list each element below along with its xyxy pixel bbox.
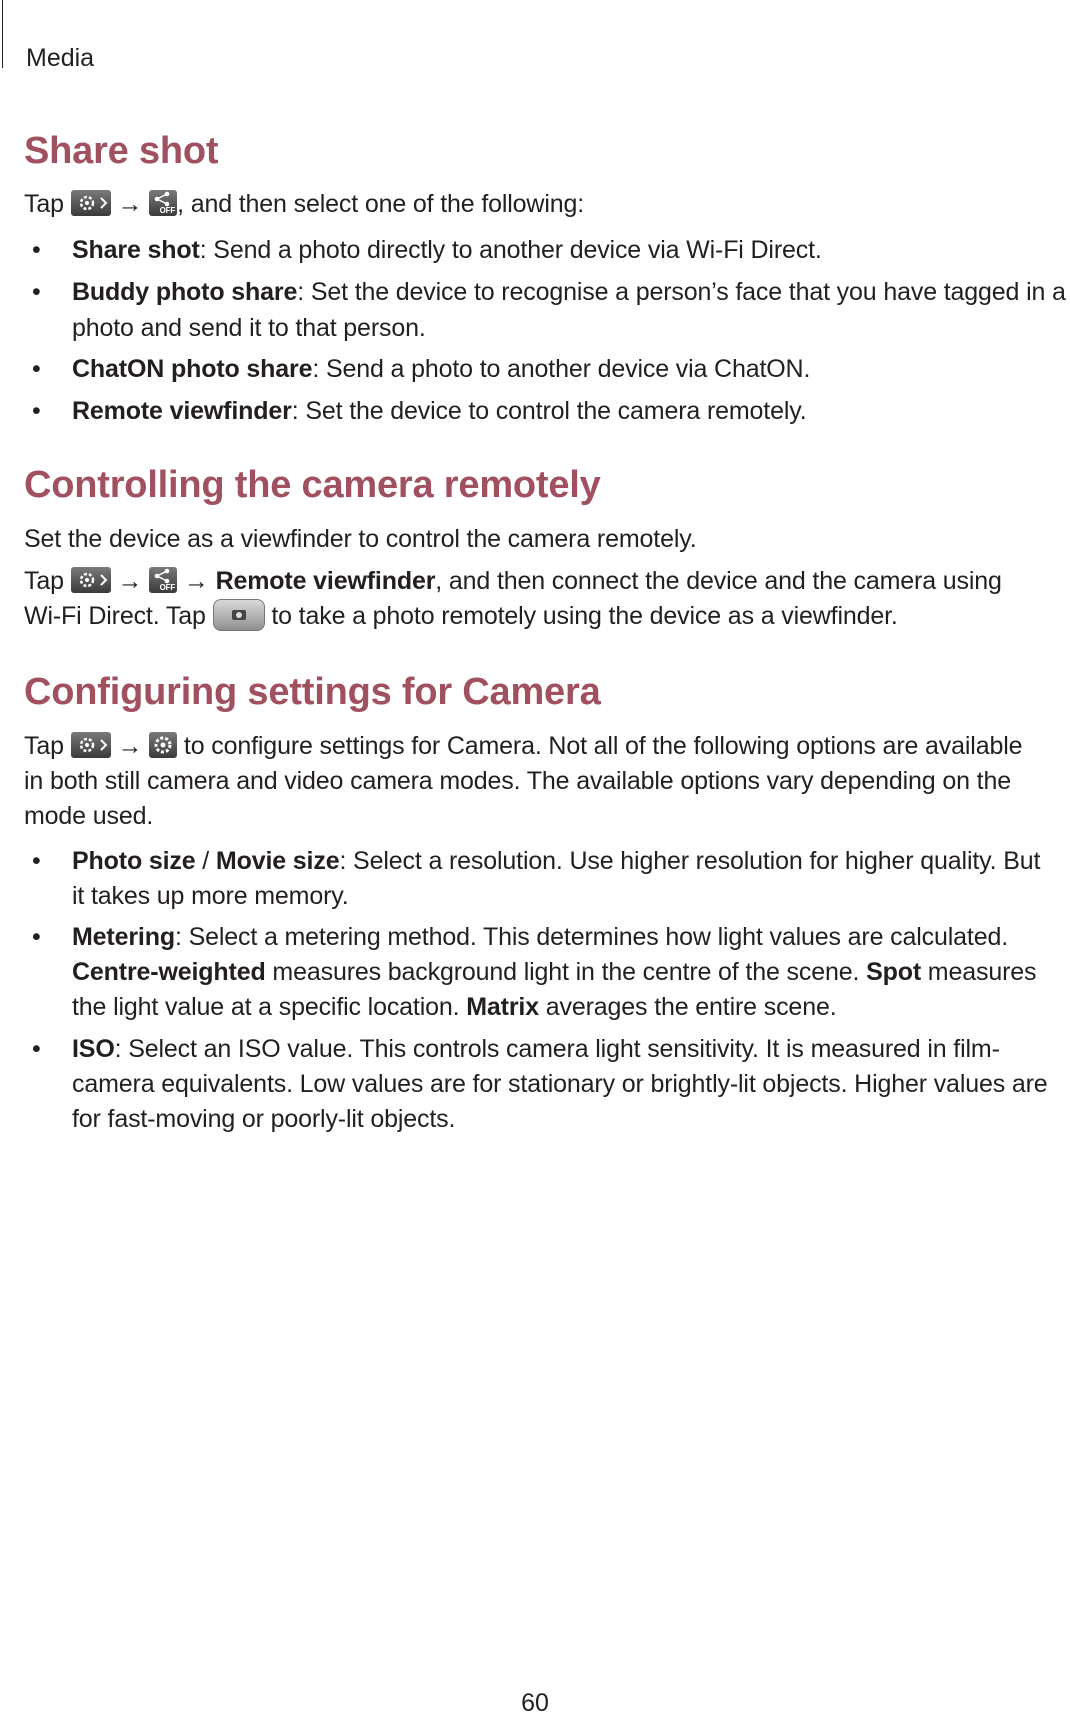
section-header: Media — [26, 44, 95, 72]
bullet: • — [32, 847, 41, 875]
settings-intro-line2: in both still camera and video camera modes. The available options vary depending on the — [24, 767, 1011, 795]
heading-controlling-remotely: Controlling the camera remotely — [24, 464, 601, 506]
bullet: • — [32, 397, 41, 425]
settings-intro-line1: Tap → to configure settings for Camera. Not all of the following options are available — [24, 732, 1023, 760]
bullet: • — [32, 236, 41, 264]
share-shot-intro: Tap → OFF , and then select one of the following: — [24, 190, 585, 218]
remote-steps-line2: Wi-Fi Direct. Tap to take a photo remotely using the device as a viewfinder. — [24, 598, 898, 635]
heading-configuring-settings: Configuring settings for Camera — [24, 671, 601, 713]
remote-steps-line1: Tap → OFF → Remote viewfinder, and then connect the device and the camera using — [24, 567, 1002, 595]
bullet: • — [32, 1035, 41, 1063]
heading-share-shot: Share shot — [24, 130, 219, 172]
bullet: • — [32, 278, 41, 306]
mode-settings-icon — [71, 732, 111, 758]
mode-settings-icon — [71, 190, 111, 216]
share-shot-off-icon: OFF — [149, 190, 177, 216]
margin-rule — [2, 0, 3, 68]
remote-para1: Set the device as a viewfinder to control the camera remotely. — [24, 525, 697, 553]
gear-icon — [149, 732, 177, 758]
bullet: • — [32, 923, 41, 951]
share-shot-off-icon: OFF — [149, 567, 177, 593]
bullet: • — [32, 355, 41, 383]
settings-intro-line3: mode used. — [24, 802, 154, 830]
page-number: 60 — [521, 1689, 549, 1717]
mode-settings-icon — [71, 567, 111, 593]
camera-shutter-icon — [213, 599, 265, 631]
